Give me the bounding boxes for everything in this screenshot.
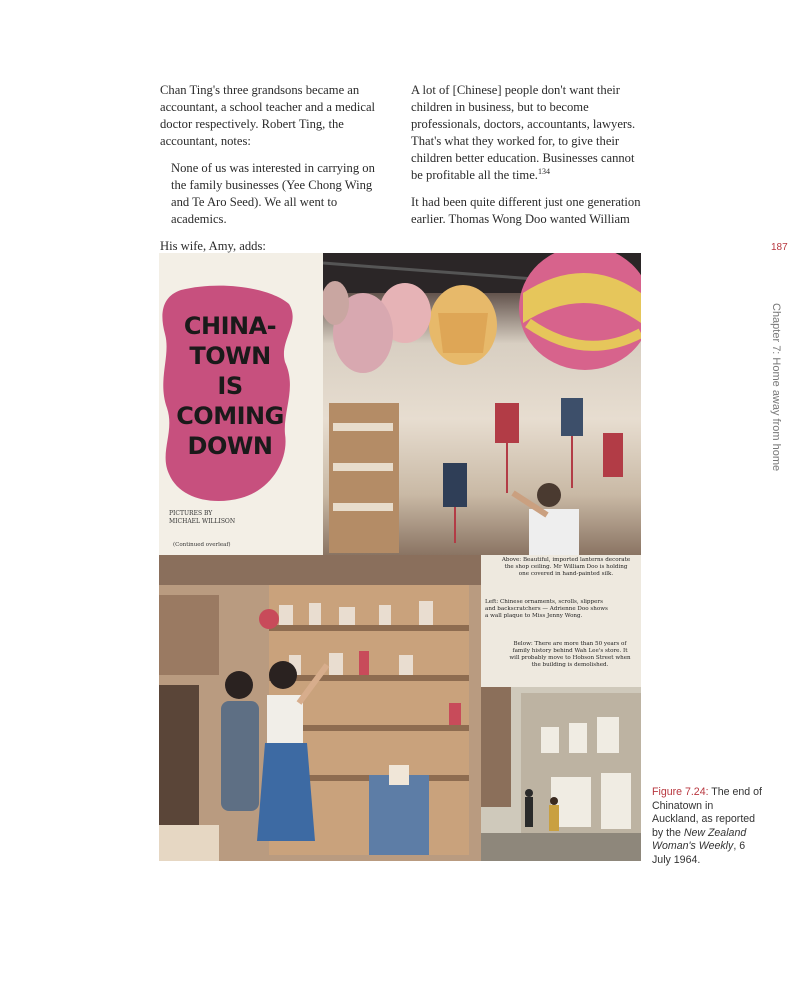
continued-note: (Continued overleaf) (173, 542, 231, 548)
page-number: 187 (771, 242, 788, 253)
magazine-figure (159, 253, 641, 861)
photo-credit (169, 510, 235, 526)
headline-line: COMING (176, 402, 284, 430)
block-quote: None of us was interested in carrying on the family businesses (Yee Chong Wing and Te Aro Seed). We all went to academics. (171, 161, 375, 226)
body-paragraph: His wife, Amy, adds: (160, 239, 266, 253)
publication-title: New Zealand Woman's Weekly (652, 826, 747, 852)
credit-label: PICTURES BY (169, 510, 213, 517)
headline-line: DOWN (187, 432, 273, 460)
credit-name: MICHAEL WILLISON (169, 518, 236, 525)
figure-label: Figure 7.24: (652, 786, 709, 798)
headline-line: TOWN (189, 342, 271, 370)
body-paragraph: It had been quite different just one generation earlier. Thomas Wong Doo wanted William (411, 195, 641, 226)
street-photo (481, 687, 641, 861)
body-column-right (411, 82, 643, 228)
caption-below: Below: There are more than 50 years of family history behind Wah Lee's store. It will probably move to Hobson Street when the building is demolished. (509, 641, 631, 668)
headline-line: CHINA- (183, 312, 277, 340)
magazine-captions (481, 555, 641, 687)
shop-interior-photo (159, 555, 481, 861)
lantern-photo (323, 253, 641, 555)
endnote-ref: 134 (537, 166, 550, 176)
magazine-headline (165, 311, 295, 461)
figure-caption (652, 786, 762, 867)
caption-above: Above: Beautiful, imported lanterns decorate the shop ceiling. Mr William Doo is holding one covered in hand-painted silk. (501, 557, 631, 577)
caption-text-end: , 6 July 1964. (652, 840, 746, 866)
block-quote (411, 82, 643, 184)
body-paragraph: Chan Ting's three grandsons became an accountant, a school teacher and a medical doctor respectively. Robert Ting, the accountant, notes: (160, 83, 376, 148)
running-head: Chapter 7: Home away from home (770, 303, 782, 472)
magazine-title-panel (159, 253, 323, 555)
headline-line: IS (217, 372, 243, 400)
caption-text: The end of Chinatown in Auckland, as reported by the (652, 786, 762, 839)
caption-left: Left: Chinese ornaments, scrolls, slippers and backscratchers — Adrienne Doo shows a wall plaque to Miss Jenny Wong. (485, 599, 608, 619)
body-column-left (160, 82, 392, 255)
quote-text: A lot of [Chinese] people don't want their children in business, but to become professionals, doctors, accountants, lawyers. That's what they worked for, to give their children better education. Businesses cannot be profitable all the time. (411, 83, 636, 182)
